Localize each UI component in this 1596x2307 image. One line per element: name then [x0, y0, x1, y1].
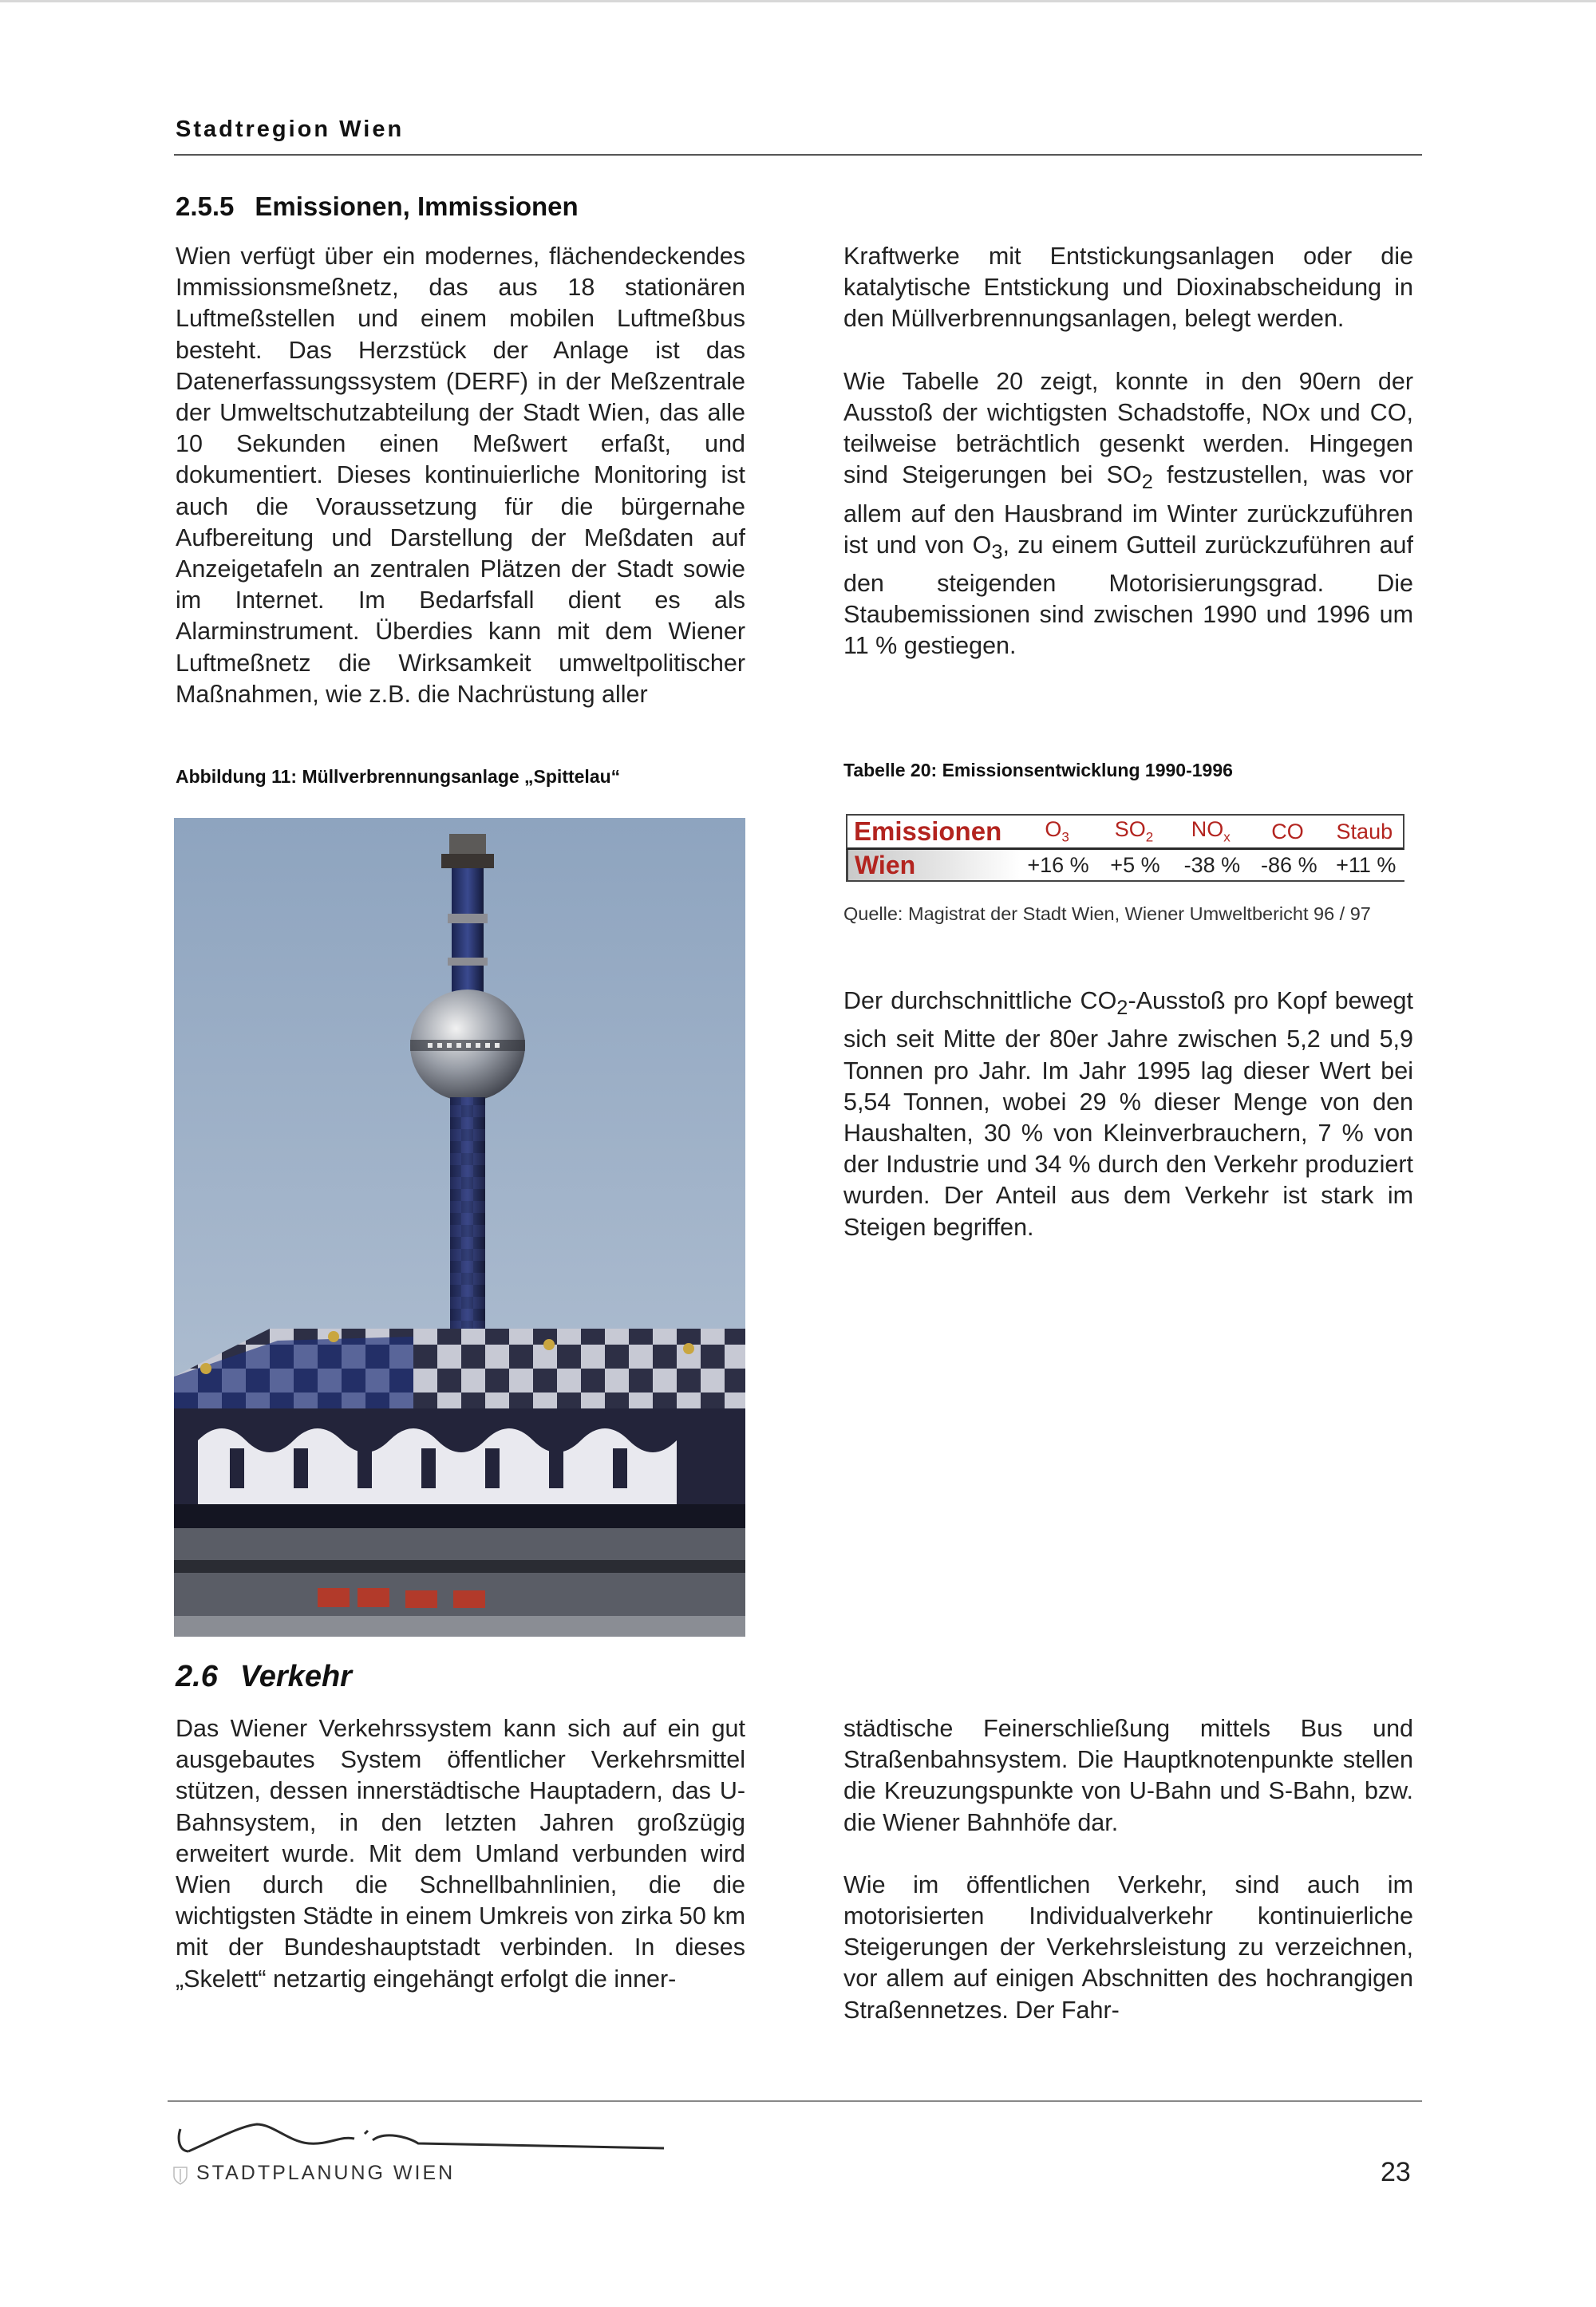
- signature-graphic: [169, 2107, 672, 2163]
- table-row-label: Wien: [848, 850, 1020, 880]
- section-number: 2.5.5: [176, 192, 235, 221]
- table-header-row: [846, 814, 1404, 850]
- running-header: Stadtregion Wien: [176, 117, 405, 142]
- section-heading-2-6: [176, 1660, 352, 1694]
- page-number: 23: [1381, 2157, 1411, 2187]
- emissions-table: [846, 814, 1404, 882]
- paragraph: städtische Feinerschließung mittels Bus und Straßenbahnsystem. Die Hauptknotenpunkte stellen die Kreuzungspunkte von U-Bahn und S-Bahn, bzw. die Wiener Bahnhöfe dar.: [843, 1715, 1413, 1836]
- left-column-traffic: [176, 1713, 745, 1995]
- paragraph: Das Wiener Verkehrssystem kann sich auf ein gut ausgebautes System öffentlicher Verkehrsmittel stützen, dessen innerstädtische Hauptadern, das U-Bahnsystem, in den letzten Jahren großzügig erweitert wurde. Mit dem Umland verbunden wird Wien durch die Schnellbahnlinien, die die wichtigsten Städte in einem Umkreis von zirka 50 km mit der Bundeshauptstadt verbinden. In dieses „Skelett“ netzartig eingehängt erfolgt die inner-: [176, 1715, 745, 1993]
- section-title: Verkehr: [239, 1660, 352, 1693]
- paragraph: Kraftwerke mit Entstickungsanlagen oder die katalytische Entstickung und Dioxinabscheidung in den Müllverbrennungsanlagen, belegt werden.: [843, 243, 1413, 333]
- table-column-header: CO: [1271, 819, 1304, 843]
- table-source-note: Quelle: Magistrat der Stadt Wien, Wiener Umweltbericht 96 / 97: [843, 903, 1371, 924]
- figure-caption: Abbildung 11: Müllverbrennungsanlage „Spittelau“: [176, 766, 621, 787]
- right-column-traffic: [843, 1713, 1413, 2026]
- paragraph: Der durchschnittliche $CO_2$-Ausstoß pro Kopf bewegt sich seit Mitte der 80er Jahre zwischen 5,2 und 5,9 Tonnen pro Jahr. Im Jahr 1995 lag dieser Wert bei 5,54 Tonnen, wobei 29 % dieser Menge von den Haushalten, 30 % von Kleinverbrauchern, 7 % von der Industrie und 34 % durch den Verkehr produziert wurden. Der Anteil aus dem Verkehr ist stark im Steigen begriffen.: [843, 987, 1413, 1241]
- city-crest-icon: [172, 2166, 188, 2185]
- table-column-header: $NO_x$: [1191, 817, 1231, 845]
- footer-divider: [168, 2100, 1422, 2102]
- table-cell: -86 %: [1261, 852, 1317, 877]
- table-cell: +11 %: [1336, 852, 1396, 877]
- table-row-header-label: Emissionen: [854, 816, 1002, 846]
- paragraph: Wien verfügt über ein modernes, flächendeckendes Immissionsmeßnetz, das aus 18 stationären Luftmeßstellen und einem mobilen Luftmeßbus besteht. Das Herzstück der Anlage ist das Datenerfassungssystem (DERF) in der Meßzentrale der Umweltschutzabteilung der Stadt Wien, das alle 10 Sekunden einen Meßwert erfaßt, und dokumentiert. Dieses kontinuierliche Monitoring ist auch die Voraussetzung für die bürgernahe Aufbereitung und Darstellung der Meßdaten auf Anzeigetafeln an zentralen Plätzen der Stadt sowie im Internet. Im Bedarfsfall dient es als Alarminstrument. Überdies kann mit dem Wiener Luftmeßnetz die Wirksamkeit umweltpolitischer Maßnahmen, wie z.B. die Nachrüstung aller: [176, 243, 745, 708]
- header-divider: [174, 154, 1422, 156]
- table-column-header: Staub: [1336, 819, 1393, 843]
- paragraph: Wie im öffentlichen Verkehr, sind auch im motorisierten Individualverkehr kontinuierliche Steigerungen der Verkehrsleistung zu verzeichnen, vor allem auf einigen Abschnitten des hochrangigen Straßennetzes. Der Fahr-: [843, 1870, 1413, 2024]
- section-heading-2-5-5: [176, 192, 579, 222]
- section-number: 2.6: [176, 1660, 218, 1693]
- section-title: Emissionen, Immissionen: [255, 192, 579, 221]
- table-row: [846, 850, 1404, 882]
- table-caption: Tabelle 20: Emissionsentwicklung 1990-1996: [843, 760, 1233, 780]
- table-column-header: $SO_2$: [1114, 817, 1154, 845]
- paragraph: Wie Tabelle 20 zeigt, konnte in den 90ern der Ausstoß der wichtigsten Schadstoffe, NOx und CO, teilweise beträchtlich gesenkt werden. Hingegen sind Steigerungen bei $SO_2$ festzustellen, was vor allem auf den Hausbrand im Winter zurückzuführen ist und von $O_3$, zu einem Gutteil zurückzuführen auf den steigenden Motorisierungsgrad. Die Staubemissionen sind zwischen 1990 und 1996 um 11 % gestiegen.: [843, 367, 1413, 660]
- table-column-header: $O_3$: [1045, 817, 1069, 845]
- left-column-emissions: [176, 241, 745, 710]
- table-cell: -38 %: [1183, 852, 1241, 877]
- right-column-co2: [843, 986, 1413, 1243]
- footer-publisher: STADTPLANUNG WIEN: [196, 2162, 456, 2184]
- table-cell: +16 %: [1027, 852, 1089, 877]
- right-column-emissions: [843, 241, 1413, 662]
- page-top-border: [0, 0, 1596, 2]
- spittelau-photo: [174, 818, 745, 1637]
- table-cell: +5 %: [1110, 852, 1160, 877]
